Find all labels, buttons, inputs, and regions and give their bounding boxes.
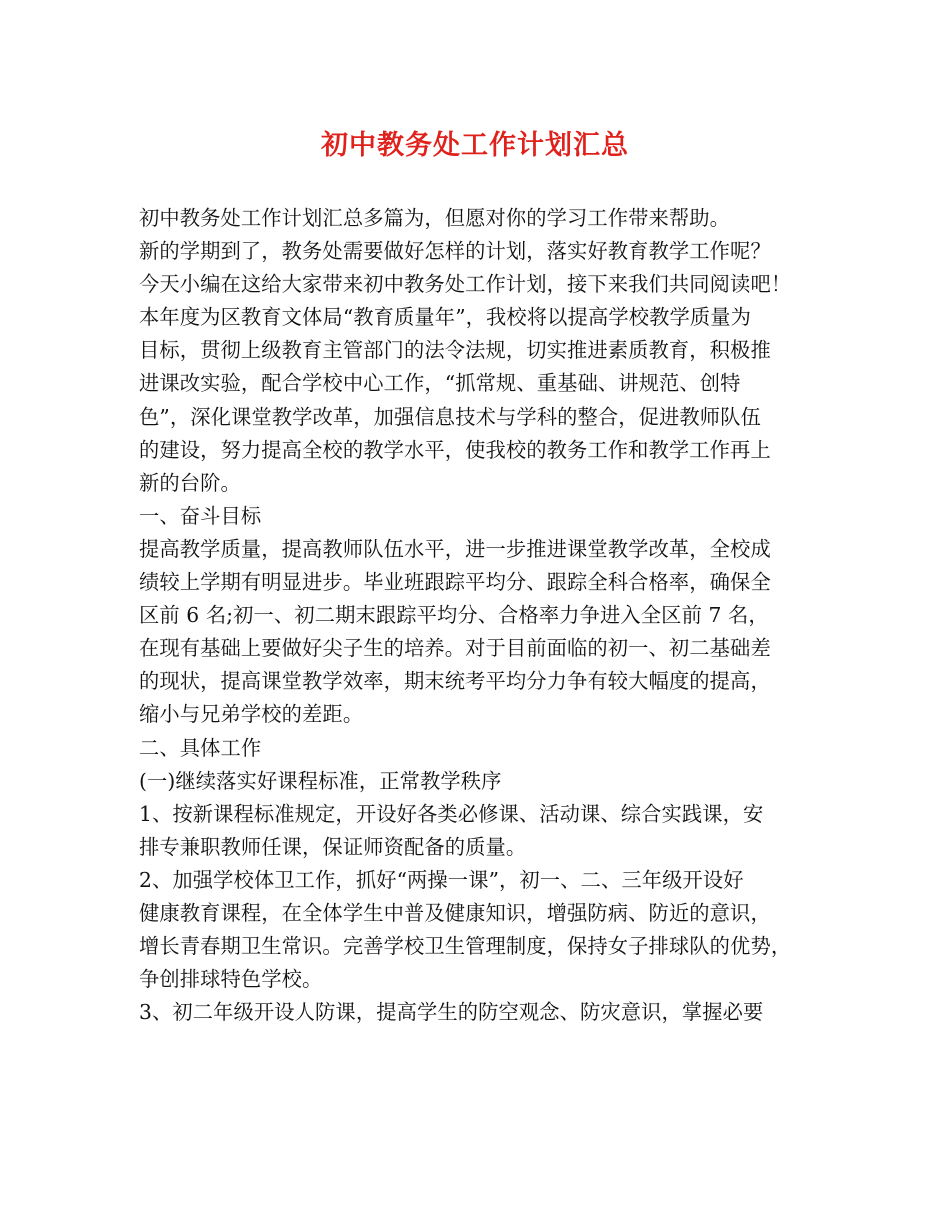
section-heading: 二、具体工作 [139, 735, 262, 760]
document-body [139, 202, 829, 1029]
text-line: 的现状，提高课堂教学效率，期末统考平均分力争有较大幅度的提高， [139, 669, 771, 694]
text-line: 2、加强学校体卫工作，抓好“两操一课”，初一、二、三年级开设好 [139, 867, 744, 892]
text-line: 色”，深化课堂教学改革，加强信息技术与学科的整合，促进教师队伍 [139, 404, 761, 429]
text-line: 的建设，努力提高全校的教学水平，使我校的教务工作和教学工作再上 [139, 437, 771, 462]
text-line: 缩小与兄弟学校的差距。 [139, 702, 364, 727]
text-line: 在现有基础上要做好尖子生的培养。对于目前面临的初一、初二基础差 [139, 636, 771, 661]
text-line: 争创排球特色学校。 [139, 967, 323, 992]
text-line: 今天小编在这给大家带来初中教务处工作计划，接下来我们共同阅读吧！ [139, 272, 792, 297]
text-line: 进课改实验，配合学校中心工作，“抓常规、重基础、讲规范、创特 [139, 371, 741, 396]
text-line: 增长青春期卫生常识。完善学校卫生管理制度，保持女子排球队的优势， [139, 934, 792, 959]
text-line: 新的台阶。 [139, 470, 241, 495]
text-line: 3、初二年级开设人防课，提高学生的防空观念、防灾意识，掌握必要 [139, 1000, 764, 1025]
text-line: 提高教学质量，提高教师队伍水平，进一步推进课堂教学改革，全校成 [139, 536, 771, 561]
text-line: 新的学期到了，教务处需要做好怎样的计划，落实好教育教学工作呢？ [139, 239, 771, 264]
document-title: 初中教务处工作计划汇总 [321, 130, 629, 161]
section-heading: 一、奋斗目标 [139, 503, 262, 528]
subsection-heading: (一)继续落实好课程标准，正常教学秩序 [139, 768, 502, 793]
text-line: 绩较上学期有明显进步。毕业班跟踪平均分、跟踪全科合格率，确保全 [139, 570, 771, 595]
text-line: 健康教育课程，在全体学生中普及健康知识，增强防病、防近的意识， [139, 900, 771, 925]
text-line: 初中教务处工作计划汇总多篇为，但愿对你的学习工作带来帮助。 [139, 206, 731, 230]
text-line: 排专兼职教师任课，保证师资配备的质量。 [139, 834, 527, 859]
text-line: 区前 6 名;初一、初二期末跟踪平均分、合格率力争进入全区前 7 名， [139, 603, 769, 628]
text-line: 目标，贯彻上级教育主管部门的法令法规，切实推进素质教育，积极推 [139, 338, 771, 363]
text-line: 1、按新课程标准规定，开设好各类必修课、活动课、综合实践课，安 [139, 801, 764, 826]
text-line: 本年度为区教育文体局“教育质量年”，我校将以提高学校教学质量为 [139, 305, 751, 330]
